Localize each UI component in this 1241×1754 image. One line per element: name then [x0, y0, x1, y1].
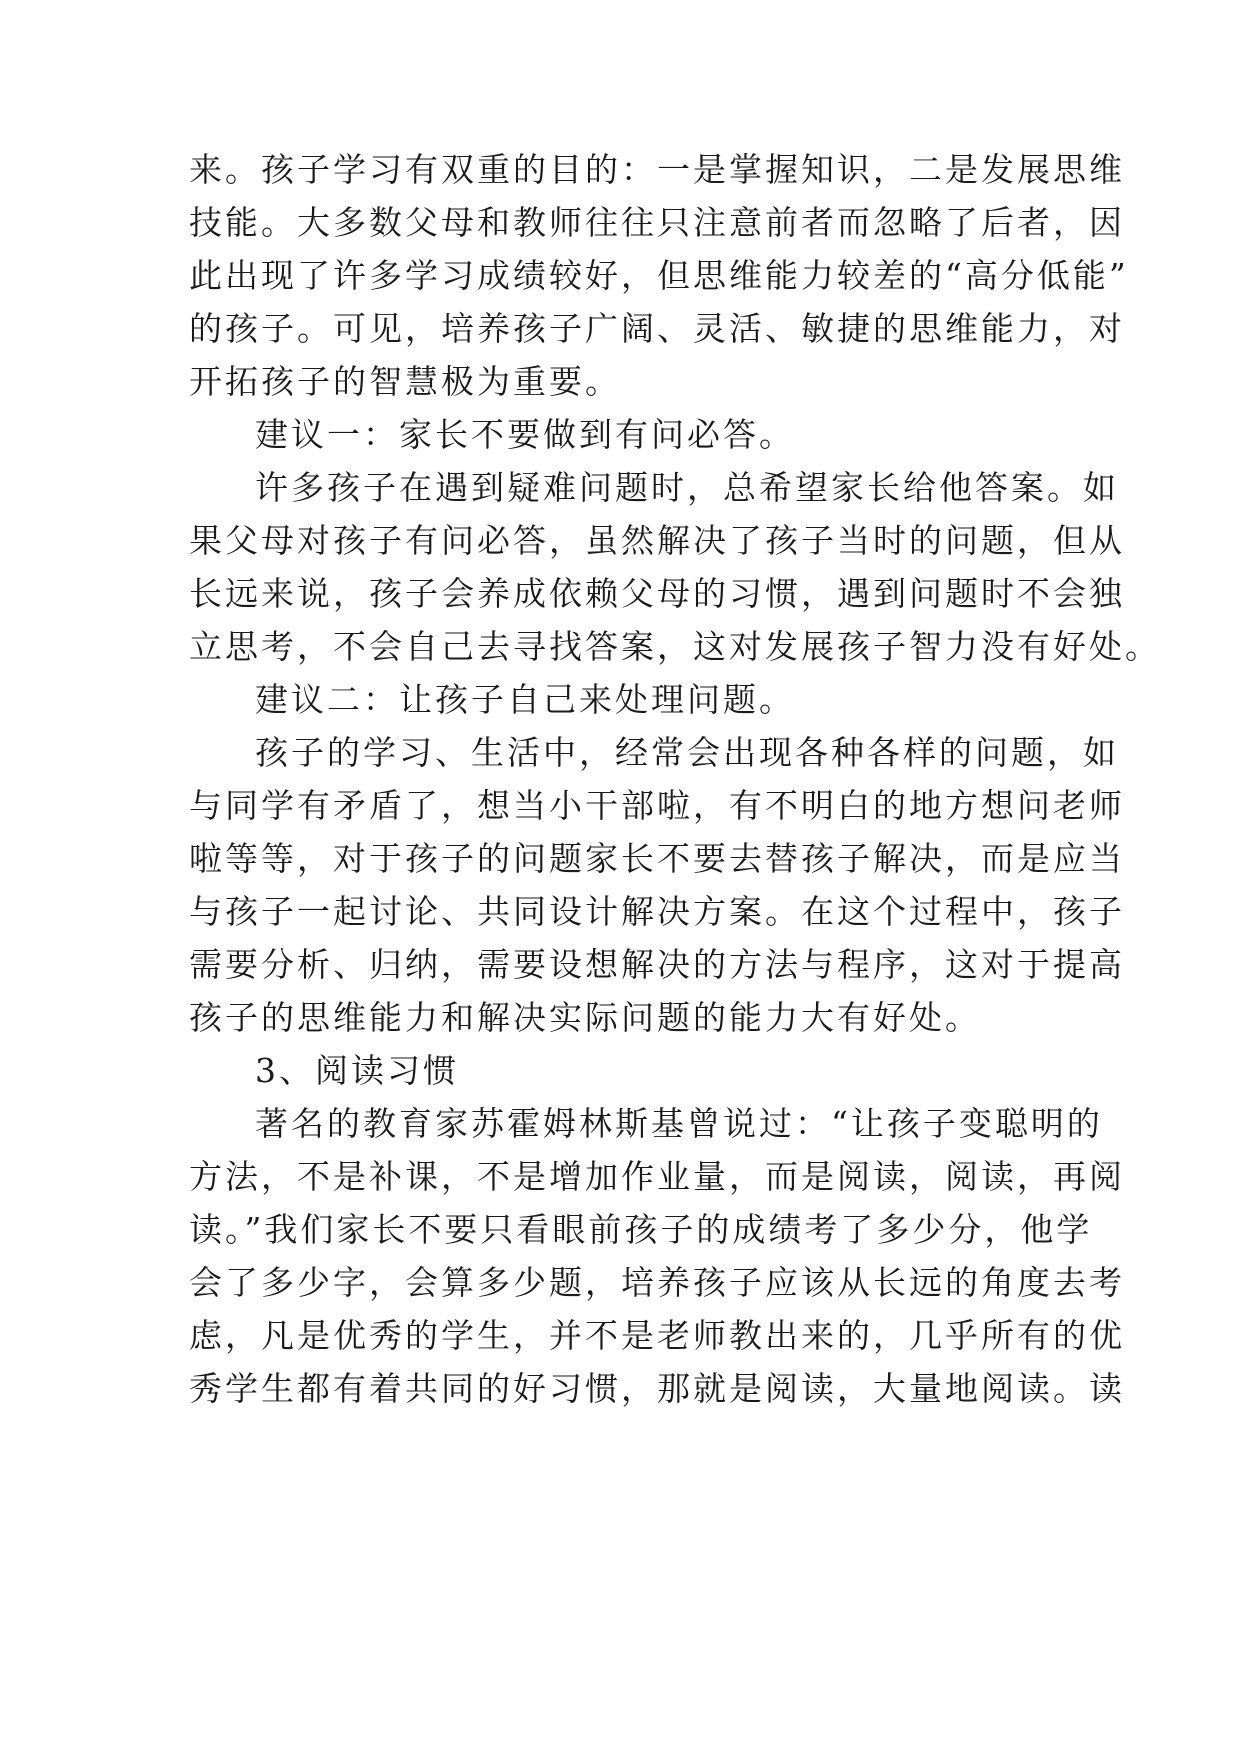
section-heading: 建议二：让孩子自己来处理问题。 [255, 680, 795, 719]
text-line: 与孩子一起讨论、共同设计解决方案。在这个过程中，孩子 [189, 892, 1125, 931]
text-line: 孩子的学习、生活中，经常会出现各种各样的问题，如 [255, 733, 1119, 772]
text-line: 立思考，不会自己去寻找答案，这对发展孩子智力没有好处。 [189, 627, 1161, 666]
text-line: 开拓孩子的智慧极为重要。 [189, 362, 621, 401]
text-line: 果父母对孩子有问必答，虽然解决了孩子当时的问题，但从 [189, 521, 1125, 560]
text-line: 的孩子。可见，培养孩子广阔、灵活、敏捷的思维能力，对 [189, 309, 1125, 348]
text-line: 孩子的思维能力和解决实际问题的能力大有好处。 [189, 998, 981, 1037]
text-line: 读。”我们家长不要只看眼前孩子的成绩考了多少分，他学 [189, 1210, 1093, 1249]
section-heading: 建议一：家长不要做到有问必答。 [255, 415, 795, 454]
text-line: 与同学有矛盾了，想当小干部啦，有不明白的地方想问老师 [189, 786, 1125, 825]
text-line: 需要分析、归纳，需要设想解决的方法与程序，这对于提高 [189, 945, 1125, 984]
text-line: 会了多少字，会算多少题，培养孩子应该从长远的角度去考 [189, 1263, 1125, 1302]
text-line: 方法，不是补课，不是增加作业量，而是阅读，阅读，再阅 [189, 1157, 1125, 1196]
text-line: 秀学生都有着共同的好习惯，那就是阅读，大量地阅读。读 [189, 1369, 1125, 1408]
text-line: 许多孩子在遇到疑难问题时，总希望家长给他答案。如 [255, 468, 1119, 507]
text-line: 著名的教育家苏霍姆林斯基曾说过：“让孩子变聪明的 [255, 1104, 1103, 1143]
section-heading: 3、阅读习惯 [255, 1051, 459, 1090]
text-line: 啦等等，对于孩子的问题家长不要去替孩子解决，而是应当 [189, 839, 1125, 878]
text-line: 此出现了许多学习成绩较好，但思维能力较差的“高分低能” [189, 256, 1129, 295]
text-line: 长远来说，孩子会养成依赖父母的习惯，遇到问题时不会独 [189, 574, 1125, 613]
text-line: 虑，凡是优秀的学生，并不是老师教出来的，几乎所有的优 [189, 1316, 1125, 1355]
text-line: 技能。大多数父母和教师往往只注意前者而忽略了后者，因 [189, 203, 1125, 242]
text-line: 来。孩子学习有双重的目的：一是掌握知识，二是发展思维 [189, 150, 1125, 189]
